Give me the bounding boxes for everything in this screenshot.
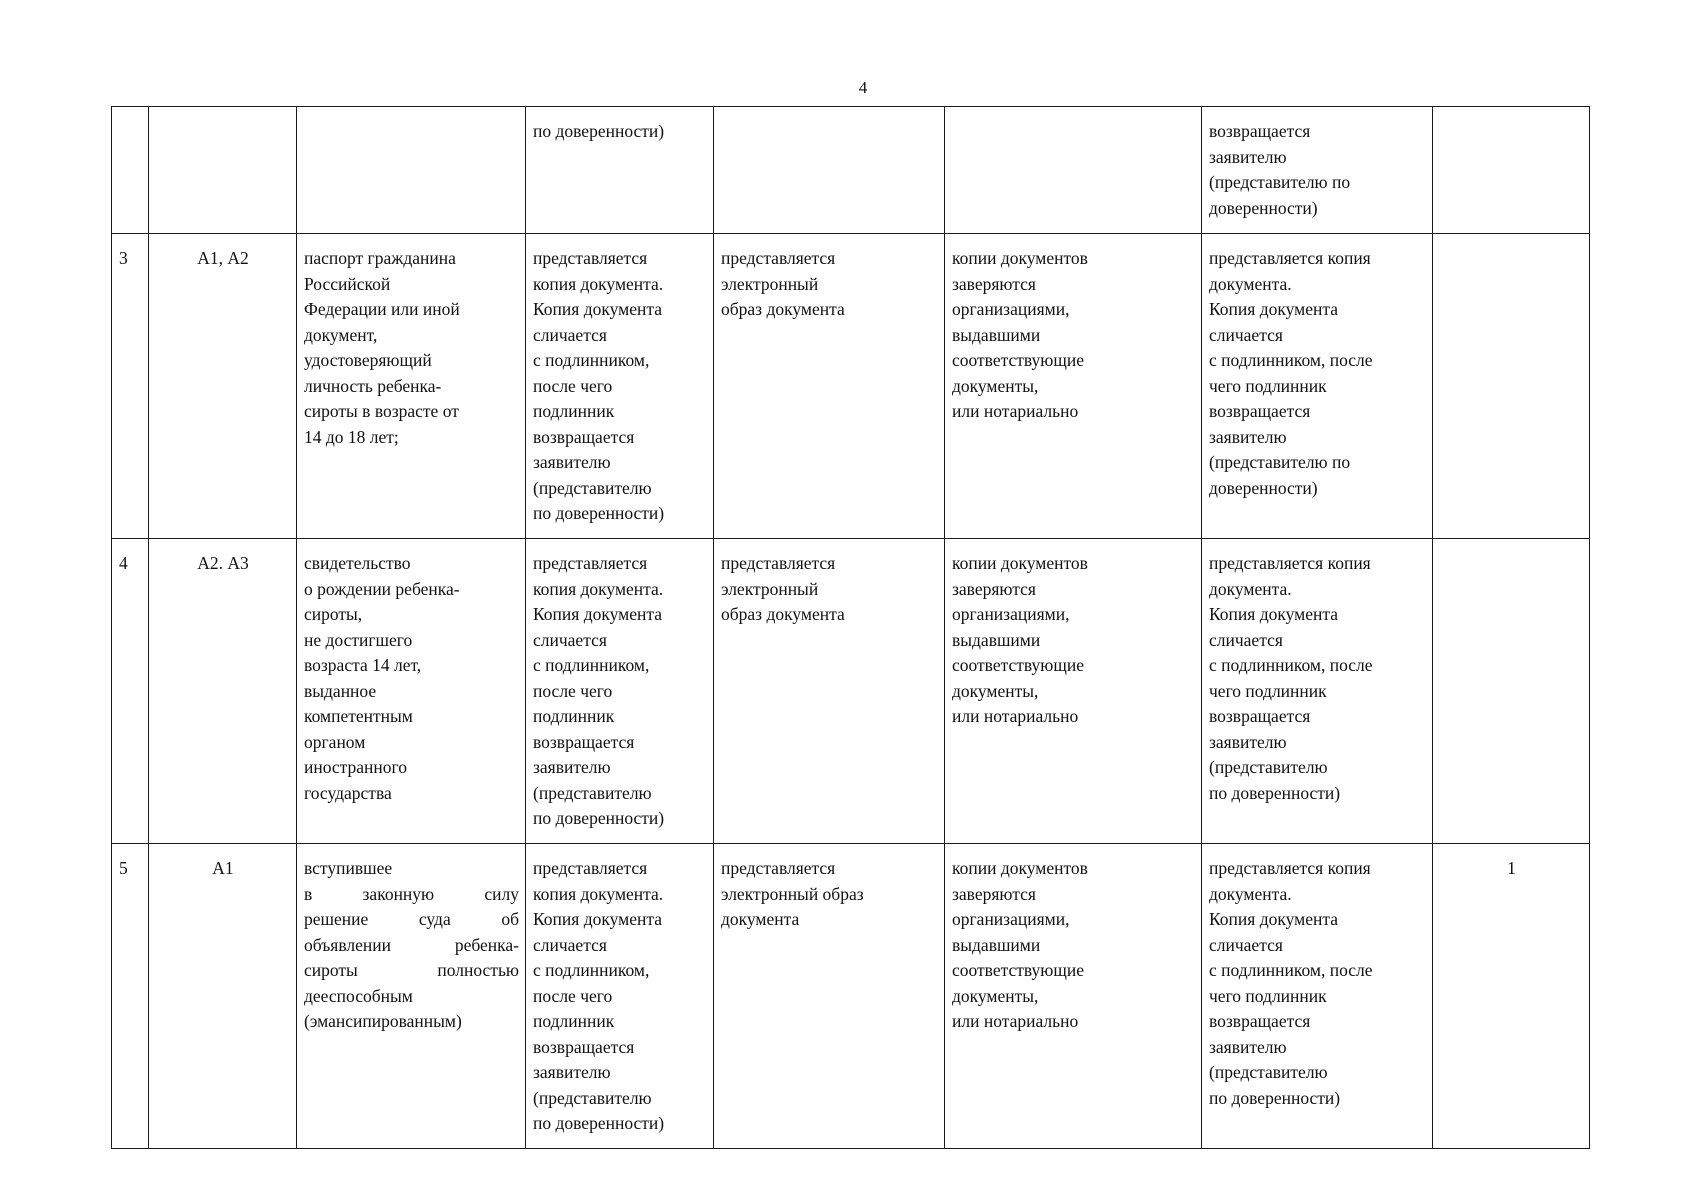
cell-electronic-submission: [714, 107, 945, 234]
cell-text-line: (эмансипированным): [304, 1011, 462, 1031]
cell-text-line: чего подлинник: [1209, 375, 1327, 396]
cell-text-line: по доверенности): [1209, 1087, 1341, 1108]
cell-text-line: документа: [721, 909, 800, 929]
cell-paper-submission: [526, 539, 714, 844]
cell-text-line: возвращается: [1209, 121, 1311, 141]
cell-electronic-submission: [714, 539, 945, 844]
cell-text-line: подлинник: [533, 401, 615, 421]
cell-text-line: Копия документа: [533, 909, 662, 929]
cell-paper-submission: [526, 107, 714, 234]
cell-text-line: возвращается: [1209, 706, 1311, 726]
cell-text-line: дееспособным: [304, 985, 413, 1006]
cell-text-line: организациями,: [952, 604, 1070, 624]
cell-text-line: заявителю: [533, 452, 611, 472]
cell-text-line: документ,: [304, 324, 378, 345]
cell-text-line: возвращается: [1209, 1011, 1311, 1031]
table-row: [112, 539, 1590, 844]
cell-text-line: выдавшими: [952, 934, 1041, 955]
cell-text-line: представляется: [533, 553, 648, 573]
cell-document-name: [297, 539, 526, 844]
cell-text-line: возвращается: [533, 731, 635, 752]
cell-text-line: документа.: [1209, 883, 1292, 904]
cell-text-line: выдавшими: [952, 629, 1041, 650]
cell-row-number: 4: [112, 539, 149, 844]
cell-document-name: [297, 107, 526, 234]
cell-text-line: сличается: [1209, 324, 1283, 345]
cell-text-line: представляется: [533, 248, 648, 268]
cell-text-line: организациями,: [952, 909, 1070, 929]
cell-certification: [945, 539, 1202, 844]
cell-text-line: удостоверяющий: [304, 350, 432, 370]
cell-text-line: возвращается: [533, 426, 635, 447]
table-row: [112, 107, 1590, 234]
table-row: [112, 234, 1590, 539]
cell-text-line: (представителю по: [1209, 172, 1351, 192]
cell-text-line: или нотариально: [952, 706, 1079, 726]
cell-mfc-submission: [1202, 234, 1433, 539]
cell-text-line: (представителю: [533, 782, 652, 803]
cell-text-line: по доверенности): [1209, 782, 1341, 803]
cell-document-name: [297, 234, 526, 539]
cell-text-line: возвращается: [1209, 401, 1311, 421]
cell-text-line: организациями,: [952, 299, 1070, 319]
cell-text-line: документа.: [1209, 273, 1292, 294]
cell-text-line: сироты,: [304, 604, 363, 624]
cell-text-line: возвращается: [533, 1036, 635, 1057]
cell-text-line: компетентным: [304, 706, 413, 726]
cell-text-line: заявителю: [533, 1062, 611, 1082]
cell-text-line: представляется копия: [1209, 553, 1371, 573]
cell-text-line: электронный: [721, 273, 819, 294]
cell-paper-submission: [526, 234, 714, 539]
cell-text-line: по доверенности): [533, 121, 665, 141]
cell-text-line: вступившее: [304, 858, 393, 878]
cell-text-line: доверенности): [1209, 197, 1318, 218]
cell-text-line: представляется: [721, 858, 836, 878]
cell-text-line: Копия документа: [533, 299, 662, 319]
cell-text-line: сличается: [533, 629, 607, 650]
cell-row-number: 5: [112, 844, 149, 1149]
cell-text-line: свидетельство: [304, 553, 411, 573]
cell-text-line: заявителю: [1209, 426, 1287, 447]
cell-text-line: (представителю: [1209, 1062, 1328, 1082]
cell-text-line: паспорт гражданина: [304, 248, 456, 268]
cell-text-line: Копия документа: [1209, 604, 1338, 624]
cell-text-line: Копия документа: [1209, 909, 1338, 929]
cell-text-line: представляется: [533, 858, 648, 878]
cell-text-line: (представителю по: [1209, 452, 1351, 472]
cell-text-line: копии документов: [952, 858, 1088, 878]
cell-text-line: по доверенности): [533, 503, 665, 523]
cell-text-line: Федерации или иной: [304, 299, 460, 319]
cell-text-line: представляется копия: [1209, 248, 1371, 268]
cell-text-line: выданное: [304, 680, 377, 701]
cell-text-line: по доверенности): [533, 808, 665, 828]
cell-text-line: органом: [304, 731, 366, 752]
cell-text-line: заявителю: [533, 757, 611, 777]
cell-text-line: или нотариально: [952, 1011, 1079, 1031]
cell-certification: [945, 844, 1202, 1149]
cell-text-line: после чего: [533, 680, 613, 701]
cell-text-line: документы,: [952, 985, 1039, 1006]
cell-text-line: образ документа: [721, 299, 845, 319]
cell-text-line: после чего: [533, 375, 613, 396]
cell-text-line: копии документов: [952, 553, 1088, 573]
cell-text-line: сличается: [533, 934, 607, 955]
cell-row-number: [112, 107, 149, 234]
cell-text-line: заверяются: [952, 883, 1036, 904]
cell-text-line: представляется: [721, 248, 836, 268]
cell-text-line: представляется копия: [1209, 858, 1371, 878]
cell-text-line: объявлении ребенка-: [304, 934, 519, 955]
cell-applicant-code: А1, А2: [149, 234, 297, 539]
cell-text-line: заявителю: [1209, 1036, 1287, 1057]
cell-text-line: электронный: [721, 578, 819, 599]
cell-text-line: с подлинником, после: [1209, 655, 1373, 675]
cell-text-line: о рождении ребенка-: [304, 578, 460, 599]
cell-mfc-submission: [1202, 107, 1433, 234]
cell-text-line: (представителю: [1209, 757, 1328, 777]
cell-text-line: с подлинником, после: [1209, 350, 1373, 370]
cell-text-line: копия документа.: [533, 273, 664, 294]
cell-text-line: представляется: [721, 553, 836, 573]
cell-text-line: решение суда об: [304, 909, 519, 929]
cell-extra: [1433, 107, 1590, 234]
cell-applicant-code: [149, 107, 297, 234]
cell-text-line: соответствующие: [952, 655, 1084, 675]
cell-text-line: образ документа: [721, 604, 845, 624]
cell-certification: [945, 107, 1202, 234]
cell-text-line: документы,: [952, 680, 1039, 701]
cell-text-line: сироты в возрасте от: [304, 401, 459, 421]
page-number: 4: [858, 78, 868, 97]
cell-text-line: соответствующие: [952, 960, 1084, 980]
cell-text-line: иностранного: [304, 757, 408, 777]
cell-text-line: или нотариально: [952, 401, 1079, 421]
cell-text-line: электронный образ: [721, 883, 864, 904]
cell-text-line: доверенности): [1209, 477, 1318, 498]
cell-text-line: чего подлинник: [1209, 985, 1327, 1006]
cell-text-line: с подлинником, после: [1209, 960, 1373, 980]
cell-text-line: выдавшими: [952, 324, 1041, 345]
cell-text-line: с подлинником,: [533, 960, 650, 980]
cell-text-line: сличается: [533, 324, 607, 345]
cell-text-line: чего подлинник: [1209, 680, 1327, 701]
cell-text-line: сличается: [1209, 629, 1283, 650]
cell-mfc-submission: [1202, 844, 1433, 1149]
cell-text-line: (представителю: [533, 1087, 652, 1108]
cell-extra: 1: [1433, 844, 1590, 1149]
cell-applicant-code: А2. А3: [149, 539, 297, 844]
cell-text-line: заверяются: [952, 578, 1036, 599]
cell-text-line: соответствующие: [952, 350, 1084, 370]
cell-text-line: Копия документа: [1209, 299, 1338, 319]
cell-text-line: государства: [304, 782, 392, 803]
cell-paper-submission: [526, 844, 714, 1149]
cell-text-line: заверяются: [952, 273, 1036, 294]
cell-text-line: личность ребенка-: [304, 375, 442, 396]
cell-text-line: Копия документа: [533, 604, 662, 624]
cell-text-line: после чего: [533, 985, 613, 1006]
cell-text-line: (представителю: [533, 477, 652, 498]
cell-extra: [1433, 234, 1590, 539]
cell-text-line: копия документа.: [533, 883, 664, 904]
cell-text-line: сироты полностью: [304, 960, 519, 980]
cell-text-line: с подлинником,: [533, 655, 650, 675]
cell-mfc-submission: [1202, 539, 1433, 844]
cell-electronic-submission: [714, 844, 945, 1149]
cell-extra: [1433, 539, 1590, 844]
cell-text-line: не достигшего: [304, 629, 413, 650]
cell-text-line: в законную силу: [304, 883, 519, 904]
cell-text-line: возраста 14 лет,: [304, 655, 422, 675]
cell-row-number: 3: [112, 234, 149, 539]
cell-certification: [945, 234, 1202, 539]
cell-text-line: Российской: [304, 273, 391, 294]
cell-text-line: по доверенности): [533, 1113, 665, 1133]
cell-text-line: подлинник: [533, 1011, 615, 1031]
cell-text-line: документа.: [1209, 578, 1292, 599]
cell-text-line: сличается: [1209, 934, 1283, 955]
cell-text-line: с подлинником,: [533, 350, 650, 370]
cell-text-line: копия документа.: [533, 578, 664, 599]
cell-text-line: заявителю: [1209, 731, 1287, 752]
cell-text-line: документы,: [952, 375, 1039, 396]
cell-text-line: копии документов: [952, 248, 1088, 268]
cell-electronic-submission: [714, 234, 945, 539]
cell-applicant-code: А1: [149, 844, 297, 1149]
cell-text-line: заявителю: [1209, 146, 1287, 167]
cell-document-name: [297, 844, 526, 1149]
cell-text-line: подлинник: [533, 706, 615, 726]
documents-table: [111, 106, 1590, 1149]
table-row: [112, 844, 1590, 1149]
cell-text-line: 14 до 18 лет;: [304, 426, 399, 447]
